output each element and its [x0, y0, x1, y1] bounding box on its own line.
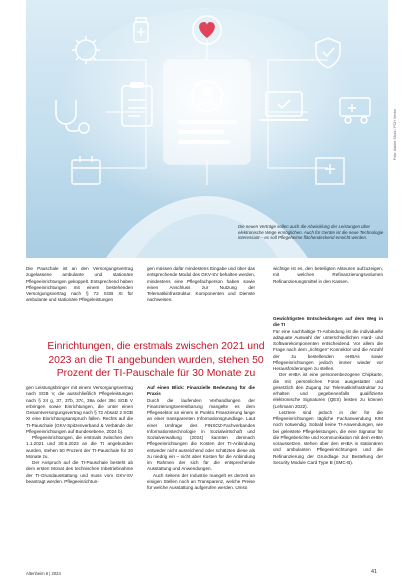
paragraph: gen müssen dafür mindestens Eingabe und über das entsprechende Modul des GKV-SV behalten werden, mindestens eine Pflegefachperson haben sowie einen Anschluss zur Nutzung der Telematikinfrastruktur. Komponenten und Dienste nachweisen.	[147, 266, 255, 303]
subheading: Gewichtigsten Entscheidungen auf dem Weg in die TI	[273, 316, 383, 328]
paragraph: Die Pauschale ist an den Versorgungsvertrag zugelassene ambulante und stationäre Pflegeeinrichtungen gekoppelt. Entsprechend haben Pflegeeinrichtungen mit einem bestehenden Versorgungsvertrag nach § 72 SGB XI für ambulante und stationäre Pflegeleistungen	[26, 266, 133, 303]
column-3-bottom	[273, 316, 383, 466]
subheading: Auf einen Blick: Finanzielle Bedeutung für die Praxis	[147, 385, 255, 397]
photo-credit: Foto: Adobe Stock / PCH.Vector	[393, 108, 397, 160]
column-1-top	[26, 266, 133, 304]
image-caption: Die neuen Verträge sollen auch die Abwicklung der Leistungen über elektronische Wege ermöglichen. Auch für Geräte ist die neue Technologie interessant – es soll Pflegeheime flächendeckend erreicht werden.	[238, 224, 384, 241]
document-card-icon	[164, 60, 250, 164]
paragraph: gen Leistungsbringer mit einem Versorgungsvertrag nach SGB V, die ausschließlich Pflegeleistungen nach § 24 g, 37, 37b, 37c, 39a oder 39c SGB V erbringen sowie Einrichtungen, die unter einen Gesamtversorgungsvertrag nach § 72 Absatz 2 SGB XI eine Einrichtungsanspruch fallen. Rechts auf die TI-Pauschale (GKV-Spitzenverband & Verbände der Pflegeeinrichtungen auf Bundesebene, 2024 b).	[26, 385, 133, 434]
paragraph: Der Anspruch auf die TI-Pauschale besteht ab dem ersten Monat des technischen Inbetriebnahme der TI-Grundausstattung und muss vom GKV-SV beantragt werden. Pflegeeinrichtun-	[26, 460, 133, 484]
paragraph: Letztere sind jedoch in der für die Pflegeeinrichtungen tägliche Fachanwendung KIM noch notwendig. Sobald keine TI-Anwendungen, wie bei geleistete Pflegeleistungen, die eine Signatur für die Pflegeberichte und Kommunikation mit dem eHBA voraussetzen, stehen über den eHBA in stationären und ambulanten Pflegeeinrichtungen und die Refinanzierung der Grundlage zur Bestellung der Security Module Card Type B (SMC-B).	[273, 409, 383, 465]
footer-issue: Altenheim 6 | 2024	[26, 571, 61, 576]
hero-image	[26, 0, 388, 258]
paragraph: Auch seitens der Industrie mangelt es derzeit an einigen Stellen noch an Transparenz, welche Preise für welche Ausstattung aufgerufen werden. Umso	[147, 472, 255, 490]
paragraph: Der eHBA ist eine personenbezogene Chipkarte, die mit persönlichen Fotos ausgestattet und gesetzlich den Zugang zur Telematikinfrastruktur zu erhalten und gegebenenfalls qualifizierte elektronische Signaturen (QES) leisten zu können (Lehmann 2022).	[273, 372, 383, 409]
column-3-top	[273, 266, 383, 285]
column-1-bottom	[26, 385, 133, 485]
hero-illustration	[26, 0, 388, 258]
column-2-top	[147, 266, 255, 304]
paragraph: Durch die laufenden Verhandlungen der Finanzierungsvereinbarung mangelte es dem Pflegesektor an einem in Punkto Finanzierung lange an einer transparenten Informationsgrundlage. Laut einer Umfrage des FINSOZ-Fachverbandes Informationstechnologie in Sozialwirtschaft und Sozialverwaltung (2024) kannten demnach Pflegeeinrichtungen die Kosten der TI-Anbindung entweder nicht ausreichend oder schätzten diese als zu niedrig ein – nicht aber Kosten für die Anbindung im Rahmen der sich für die entsprechende Ausstattung und Anwendungen.	[147, 397, 255, 472]
paragraph: Für eine nachhaltige TI-Anbindung ist die individuelle adäquate Auswahl der unterschiedlichen Hard- und Softwarekomponenten entscheidend. Vor allem die Frage nach dem „richtigen“ Konnektor und die Anzahl der zu bestellenden eHBAs sowie Pflegeeinrichtungen jedoch immer wieder vor Herausforderungen zu stellen.	[273, 328, 383, 371]
paragraph: Pflegeeinrichtungen, die erstmals zwischen dem 1.1.2021 und 30.6.2023 an die TI angebunden wurden, stehen 50 Prozent der TI-Pauschale für 30 Monate zu.	[26, 435, 133, 459]
column-2-bottom	[147, 385, 255, 491]
page-number: 41	[371, 569, 377, 575]
pull-quote: Einrichtungen, die erstmals zwischen 2021 und 2023 an die TI angebunden wurden, stehen 50 Prozent der TI-Pauschale für 30 Monate zu	[47, 341, 265, 380]
paragraph: wichtige ist es, den beteiligten Akteuren aufzuzeigen, mit welchen Refinanzierungsvolumen Refinanzierungsmittel in den Kassen.	[273, 266, 383, 284]
